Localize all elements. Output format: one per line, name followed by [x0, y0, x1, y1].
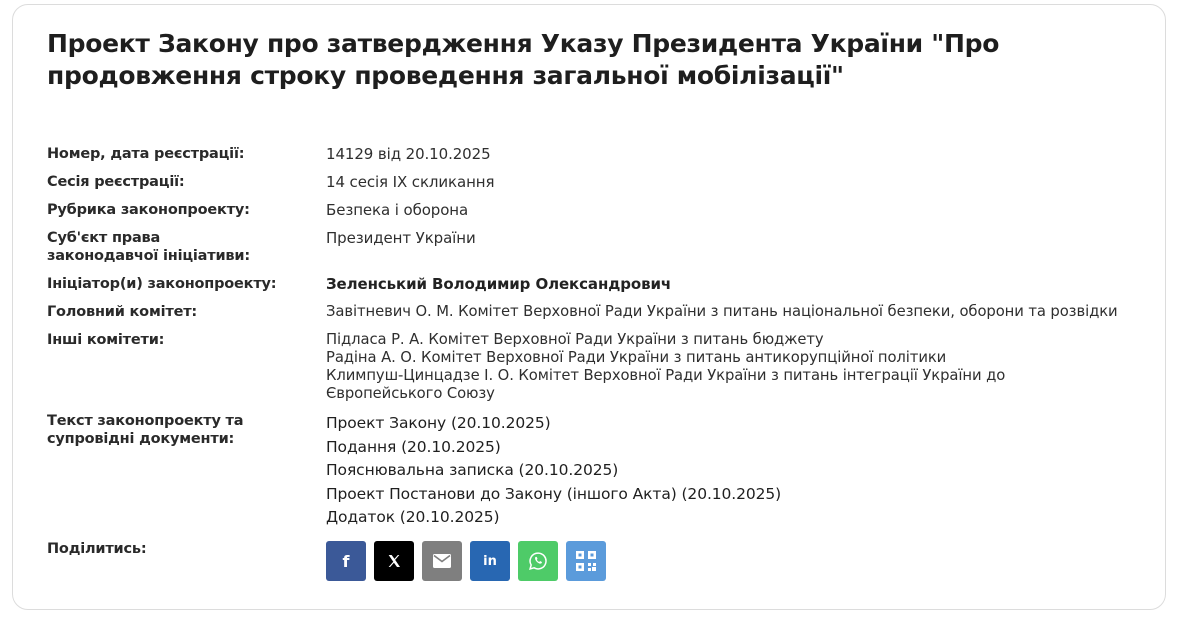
subject-label: Суб'єкт права законодавчої ініціативи:	[47, 230, 250, 264]
main-committee-label: Головний комітет:	[47, 304, 198, 320]
share-buttons	[326, 541, 606, 581]
main-committee-value: Завітневич О. М. Комітет Верховної Ради України з питань національної безпеки, оборони та розвідки	[326, 303, 1118, 320]
rubric-value: Безпека і оборона	[326, 201, 469, 219]
email-share-button[interactable]	[422, 541, 462, 581]
linkedin-icon: in	[483, 553, 497, 569]
initiator-value: Зеленський Володимир Олександрович	[326, 275, 672, 293]
email-icon	[433, 554, 451, 568]
qr-code-icon	[575, 550, 597, 572]
document-link[interactable]: Подання (20.10.2025)	[326, 437, 501, 456]
whatsapp-icon	[528, 551, 548, 571]
linkedin-share-button[interactable]	[470, 541, 510, 581]
other-committee-item: Підласа Р. А. Комітет Верховної Ради України з питань бюджету	[326, 331, 824, 348]
rubric-label: Рубрика законопроекту:	[47, 202, 250, 218]
x-share-button[interactable]	[374, 541, 414, 581]
whatsapp-share-button[interactable]	[518, 541, 558, 581]
bill-title: Проект Закону про затвердження Указу Президента України "Про продовження строку проведення загальної мобілізації"	[47, 29, 1000, 90]
document-link[interactable]: Проект Закону (20.10.2025)	[326, 414, 551, 432]
documents-list	[326, 412, 1126, 530]
other-committees-label: Інші комітети:	[47, 332, 165, 348]
session-label: Сесія реєстрації:	[47, 174, 185, 190]
facebook-share-button[interactable]	[326, 541, 366, 581]
document-link[interactable]: Додаток (20.10.2025)	[326, 508, 500, 526]
document-link[interactable]: Проект Постанови до Закону (іншого Акта) (20.10.2025)	[326, 484, 782, 503]
facebook-icon: f	[342, 551, 350, 571]
session-value: 14 сесія IX скликання	[326, 173, 495, 191]
other-committee-item: Радіна А. О. Комітет Верховної Ради України з питань антикорупційної політики	[326, 349, 947, 366]
qr-code-share-button[interactable]	[566, 541, 606, 581]
initiator-label: Ініціатор(и) законопроекту:	[47, 276, 277, 292]
documents-label: Текст законопроекту та супровідні документи:	[47, 413, 244, 447]
share-label: Поділитись:	[47, 541, 147, 557]
registration-value: 14129 від 20.10.2025	[326, 145, 491, 163]
other-committees-list	[326, 331, 1126, 403]
x-icon	[386, 553, 402, 569]
other-committee-item: Климпуш-Цинцадзе І. О. Комітет Верховної Ради України з питань інтеграції України до Європейського Союзу	[326, 367, 1006, 402]
document-link[interactable]: Пояснювальна записка (20.10.2025)	[326, 461, 619, 479]
registration-label: Номер, дата реєстрації:	[47, 146, 245, 162]
subject-value: Президент України	[326, 229, 476, 247]
